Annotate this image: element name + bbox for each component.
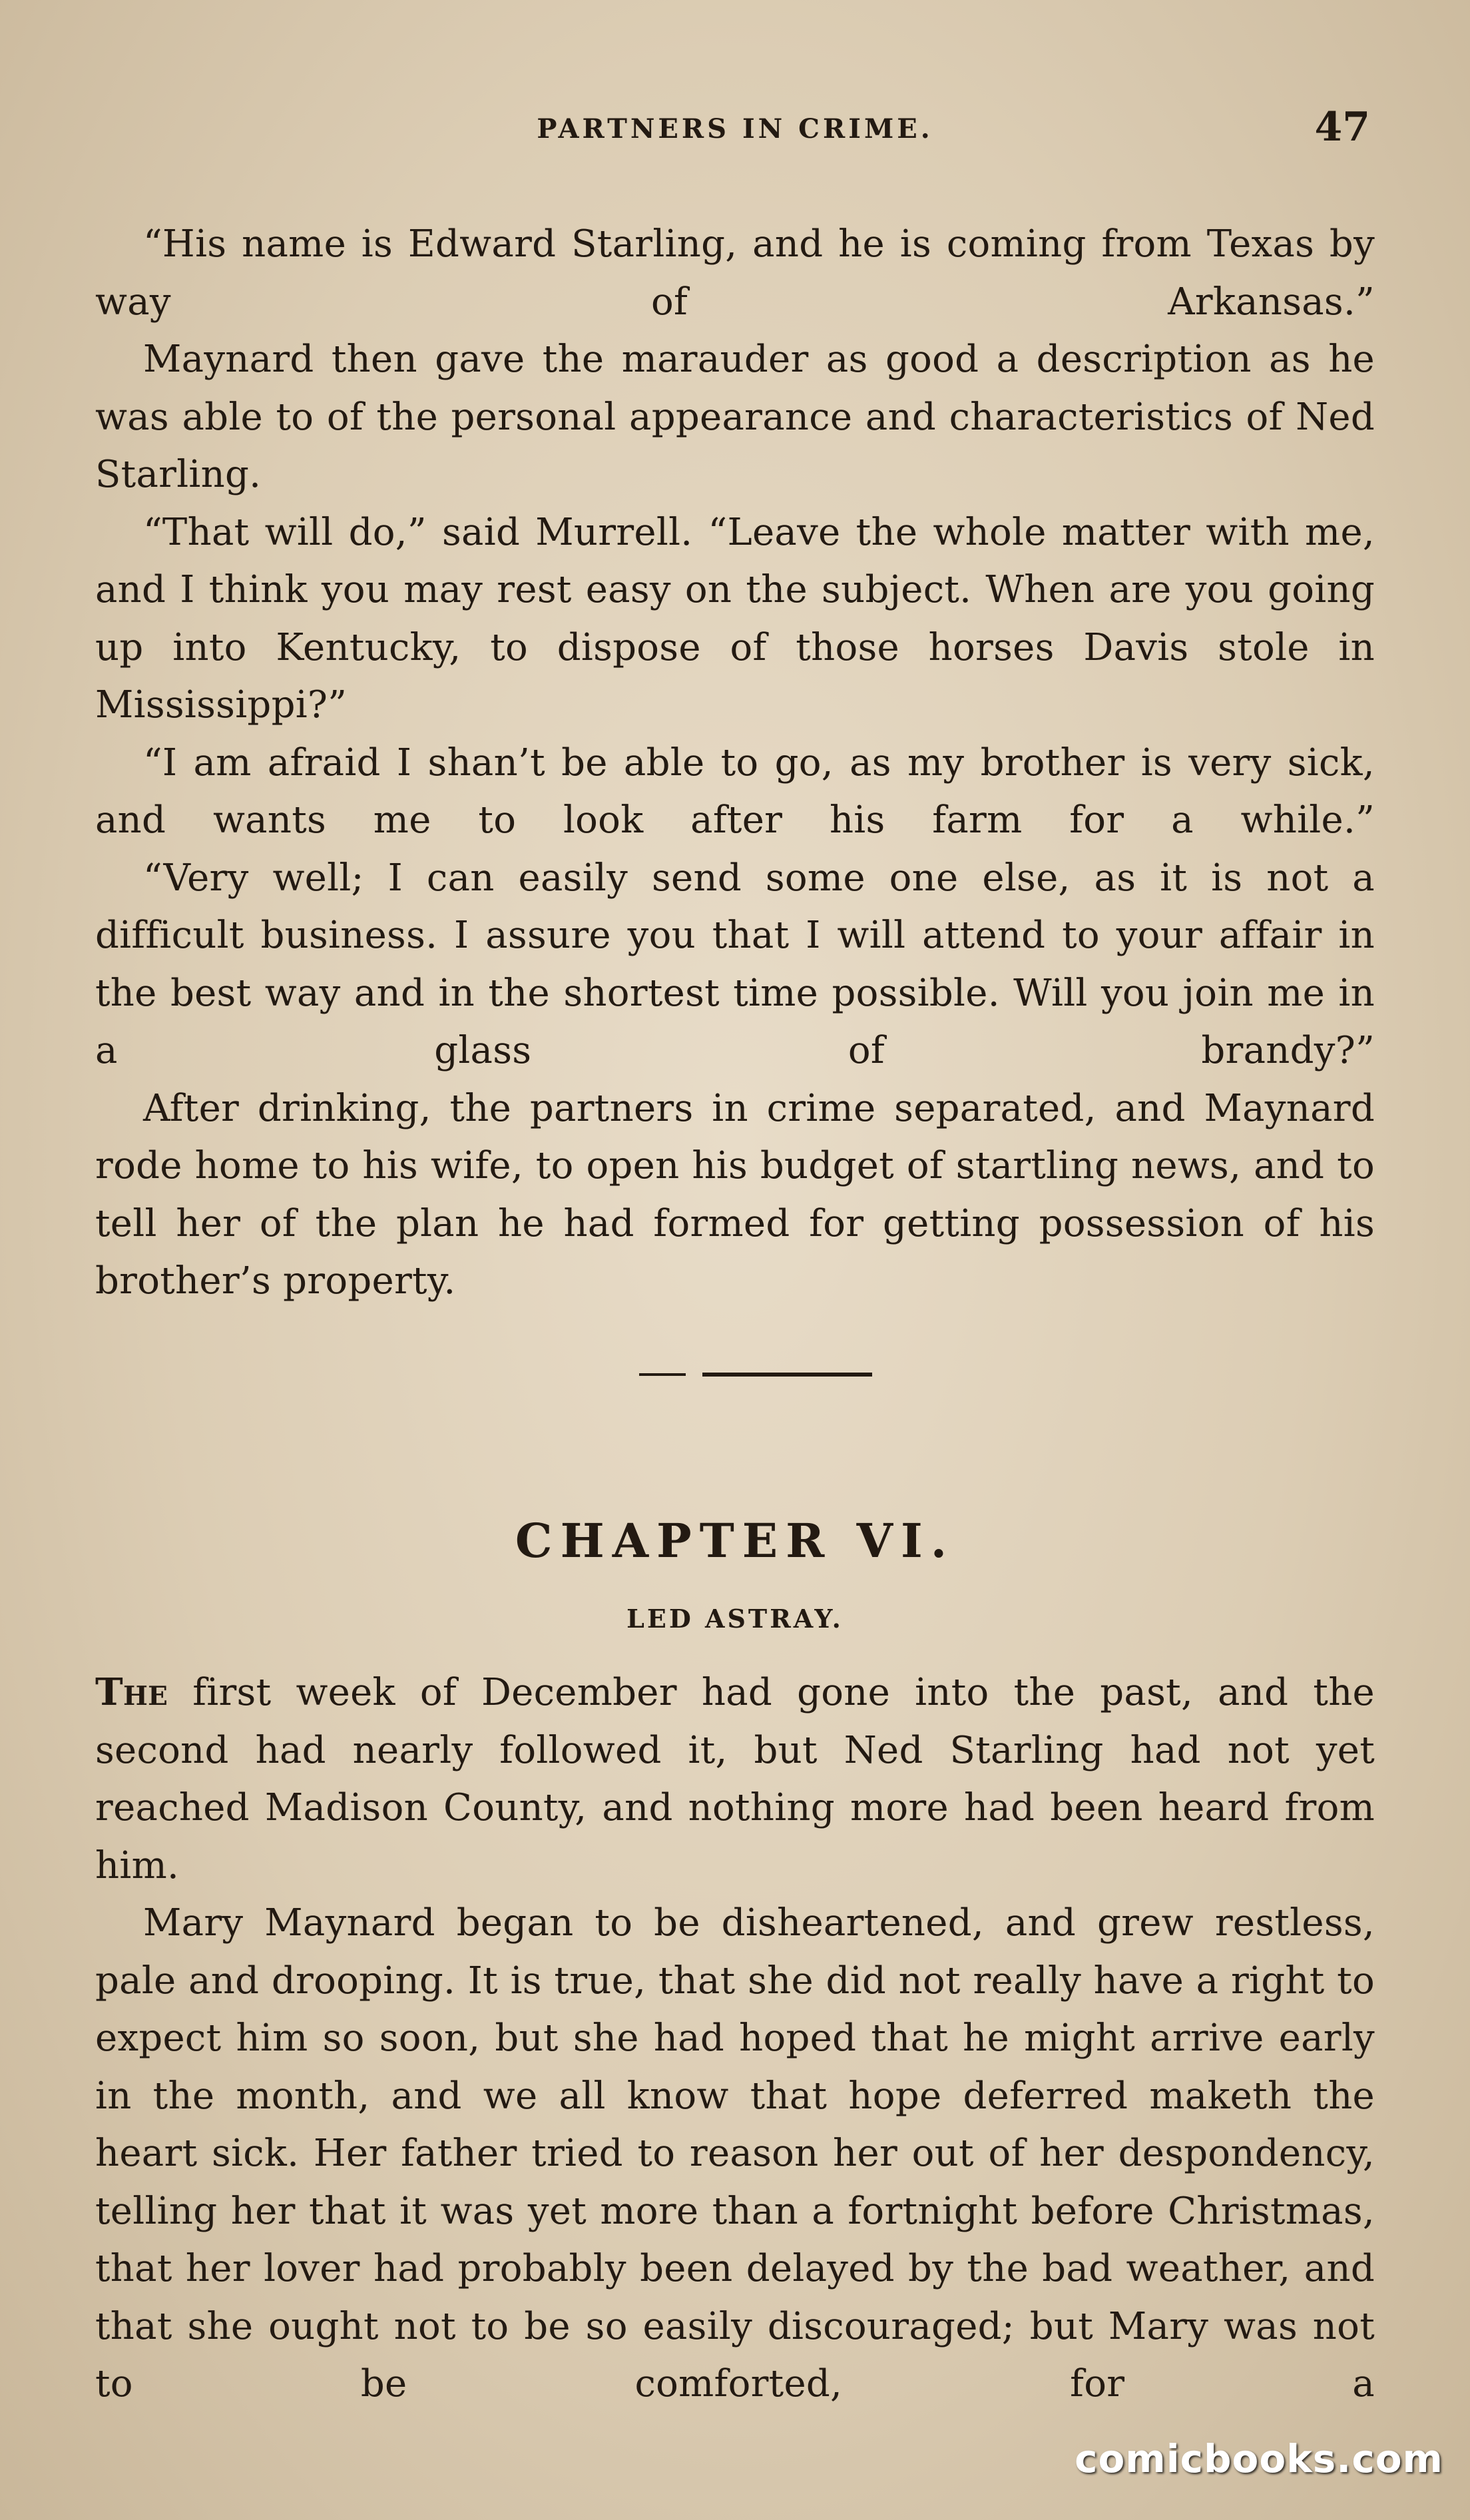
text-section-1 — [95, 216, 1375, 1311]
chapter-number: CHAPTER VI. — [515, 1513, 955, 1568]
running-title: PARTNERS IN CRIME. — [537, 113, 933, 145]
paragraph: “His name is Edward Starling, and he is coming from Texas by way of Arkansas.” — [95, 222, 1375, 324]
paragraph: After drinking, the partners in crime separated, and Maynard rode home to his wife, to open his budget of startling news, and to tell her of the plan he had formed for getting possession of his brother’s property. — [95, 1086, 1375, 1303]
paragraph: “That will do,” said Murrell. “Leave the whole matter with me, and I think you may rest easy on the subject. When are you going up into Kentucky, to dispose of those horses Davis stole in Mississippi?” — [95, 510, 1375, 727]
drop-word: The — [95, 1670, 168, 1714]
paragraph: “Very well; I can easily send some one else, as it is not a difficult business. I assure you that I will attend to your affair in the best way and in the shortest time possible. Will you join me in a glass of brandy?” — [95, 856, 1375, 1072]
section-divider-rule — [639, 1371, 872, 1379]
paragraph: Maynard then gave the marauder as good a description as he was able to of the personal appearance and characteristics of Ned Starling. — [95, 338, 1375, 496]
paragraph-text: first week of December had gone into the past, and the second had nearly followed it, but Ned Starling had not yet reached Madison County, and nothing more had been heard from him. — [95, 1671, 1375, 1887]
running-head — [0, 104, 1470, 166]
site-watermark: comicbooks.com — [1075, 2436, 1443, 2481]
paragraph — [95, 1664, 1375, 1895]
chapter-title: LED ASTRAY. — [626, 1604, 844, 1634]
paragraph: “I am afraid I shan’t be able to go, as my brother is very sick, and wants me to look after his farm for a while.” — [95, 741, 1375, 842]
paragraph: Mary Maynard began to be disheartened, and grew restless, pale and drooping. It is true, that she did not really have a right to expect him so soon, but she had hoped that he might arrive early in the month, and we all know that hope deferred maketh the heart sick. Her father tried to reason her out of her despondency, telling her that it was yet more than a fortnight before Christmas, that her lover had probably been delayed by the bad weather, and that she ought not to be so easily discouraged; but Mary was not to be comforted, for a — [95, 1901, 1375, 2405]
page-number: 47 — [1314, 104, 1370, 151]
text-section-2 — [95, 1664, 1375, 2413]
